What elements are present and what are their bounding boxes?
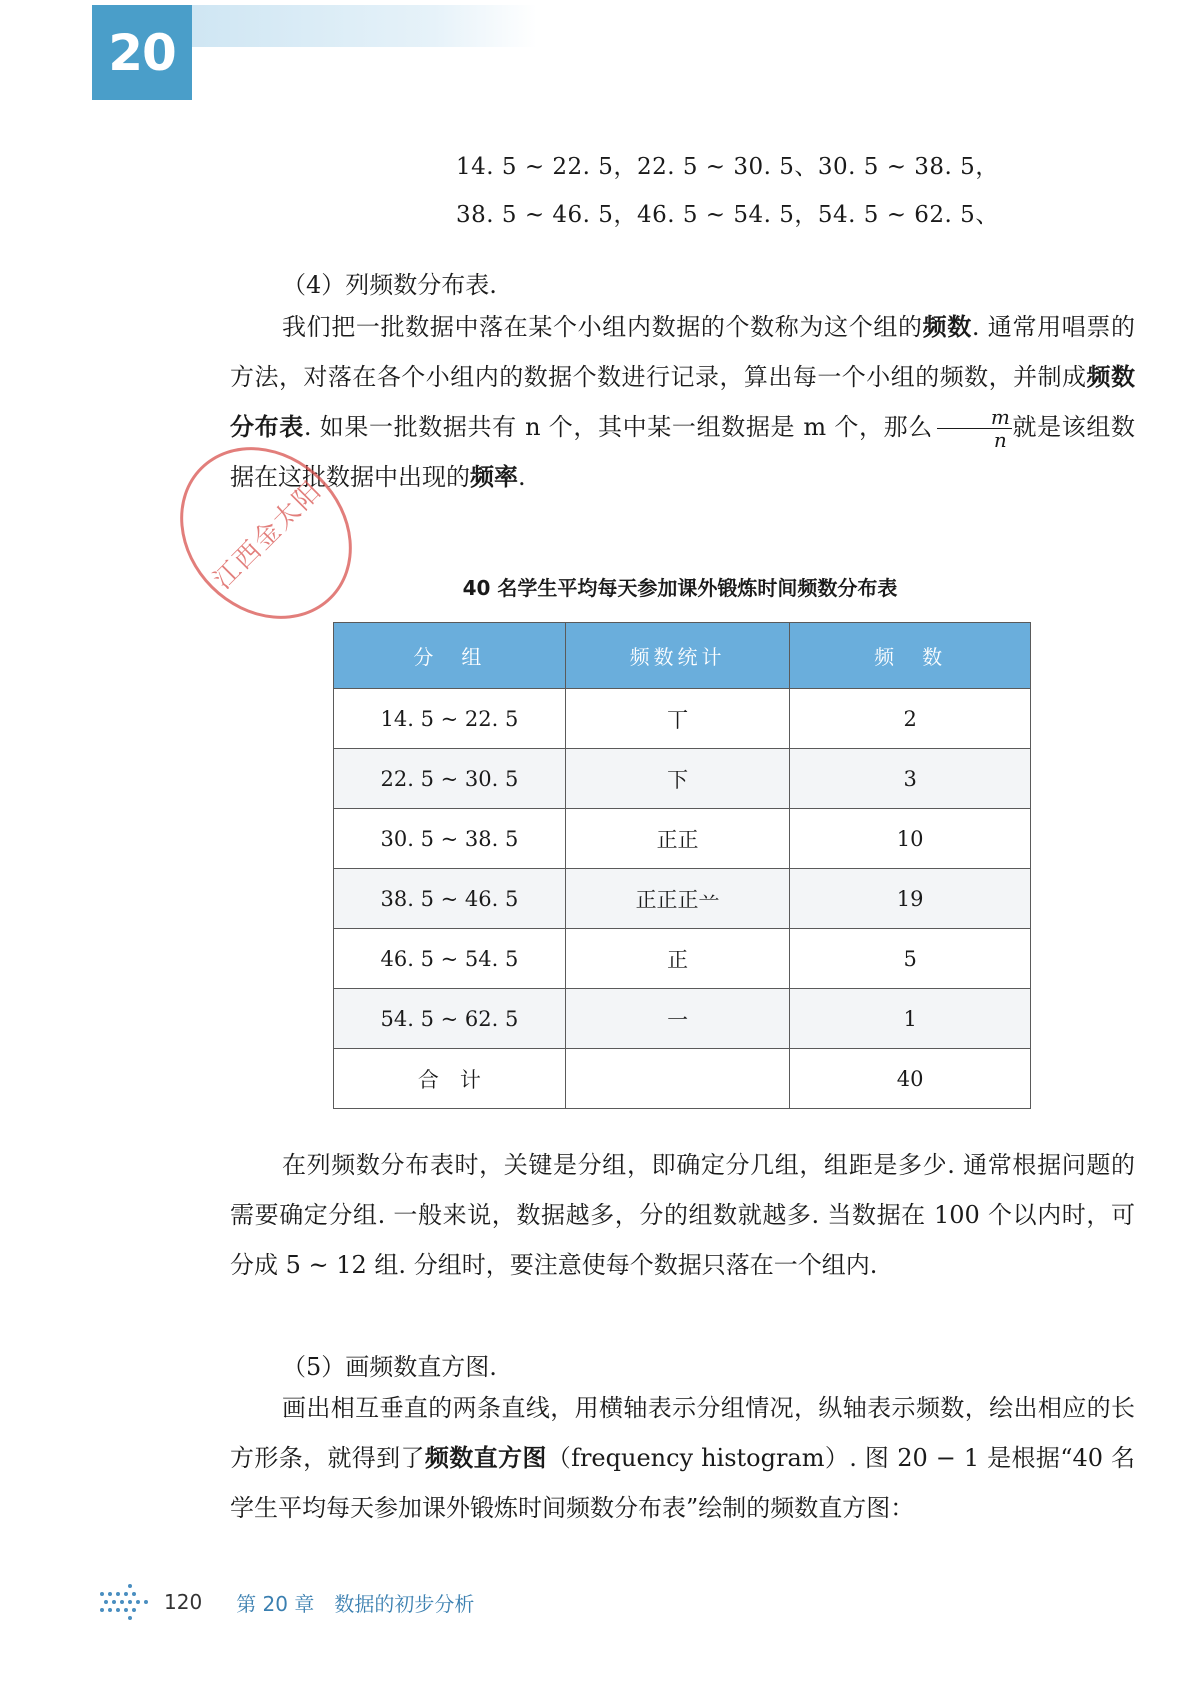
step4-text-e: . <box>518 463 526 491</box>
table-row <box>334 809 1031 869</box>
grouping-paragraph: 在列频数分布表时，关键是分组，即确定分几组，组距是多少. 通常根据问题的需要确定分组. 一般来说，数据越多，分的组数就越多. 当数据在 100 个以内时，可分成 5 ~ 12 组. 分组时，要注意使每个数据只落在一个组内. <box>230 1151 1135 1279</box>
cell-group: 22. 5 ~ 30. 5 <box>334 749 566 809</box>
table-row <box>334 749 1031 809</box>
frequency-table <box>333 622 1031 1109</box>
cell-tally: 丅 <box>565 689 790 749</box>
header-frequency: 频 数 <box>790 623 1031 689</box>
cell-total-value: 40 <box>790 1049 1031 1109</box>
cell-total-tally <box>565 1049 790 1109</box>
page-footer <box>100 1584 474 1620</box>
cell-tally: 正正 <box>565 809 790 869</box>
cell-group: 14. 5 ~ 22. 5 <box>334 689 566 749</box>
step4-text-c: . 如果一批数据共有 n 个，其中某一组数据是 m 个，那么 <box>303 413 933 441</box>
step4-paragraph <box>230 302 1135 502</box>
table-row <box>334 689 1031 749</box>
cell-frequency: 19 <box>790 869 1031 929</box>
step4-text-a: 我们把一批数据中落在某个小组内数据的个数称为这个组的 <box>282 313 923 341</box>
table-row <box>334 989 1031 1049</box>
chapter-badge: 20 <box>92 5 192 100</box>
cell-group: 30. 5 ~ 38. 5 <box>334 809 566 869</box>
cell-group: 54. 5 ~ 62. 5 <box>334 989 566 1049</box>
cell-tally: 一 <box>565 989 790 1049</box>
cell-frequency: 3 <box>790 749 1031 809</box>
table-row <box>334 869 1031 929</box>
dot-pattern-icon <box>100 1584 154 1620</box>
cell-frequency: 1 <box>790 989 1031 1049</box>
header-tally: 频数统计 <box>565 623 790 689</box>
table-title: 40 名学生平均每天参加课外锻炼时间频数分布表 <box>462 576 898 600</box>
table-total-row <box>334 1049 1031 1109</box>
chapter-badge-bar <box>192 5 537 47</box>
step5-text-a: 画出相互垂直的两条直线，用横轴表示分组情况，纵轴表示频数，绘出相应的长方形条，就得到了 <box>230 1394 1135 1472</box>
cell-frequency: 2 <box>790 689 1031 749</box>
step5-paragraph <box>230 1383 1135 1533</box>
cell-group: 46. 5 ~ 54. 5 <box>334 929 566 989</box>
page-number: 120 <box>164 1590 203 1614</box>
interval-line-1: 14. 5 ~ 22. 5，22. 5 ~ 30. 5、30. 5 ~ 38. 5， <box>456 154 999 180</box>
header-group: 分 组 <box>334 623 566 689</box>
term-histogram: 频数直方图 <box>424 1444 547 1472</box>
cell-group: 38. 5 ~ 46. 5 <box>334 869 566 929</box>
fraction-m-over-n <box>937 406 1012 451</box>
step5-text-b: （frequency histogram）. 图 20 − 1 是根据“40 名学生平均每天参加课外锻炼时间频数分布表”绘制的频数直方图： <box>230 1444 1136 1522</box>
step5-heading: （5）画频数直方图. <box>282 1353 497 1381</box>
term-frequency-table: 频数分布表 <box>230 363 1136 441</box>
seal-stamp: 江西金太阳 <box>145 412 387 654</box>
step4-text-b: . 通常用唱票的方法，对落在各个小组内的数据个数进行记录，算出每一个小组的频数，并制成 <box>230 313 1135 391</box>
chapter-title: 第 20 章 数据的初步分析 <box>236 1591 475 1616</box>
interval-line-2: 38. 5 ~ 46. 5，46. 5 ~ 54. 5，54. 5 ~ 62. 5、 <box>456 202 999 228</box>
cell-tally: 下 <box>565 749 790 809</box>
cell-tally: 正正正䒑 <box>565 869 790 929</box>
cell-total-label: 合 计 <box>334 1049 566 1109</box>
term-frequency-count: 频数 <box>922 313 972 341</box>
table-header-row <box>334 623 1031 689</box>
cell-tally: 正 <box>565 929 790 989</box>
fraction-denominator: n <box>993 428 1007 452</box>
cell-frequency: 5 <box>790 929 1031 989</box>
cell-frequency: 10 <box>790 809 1031 869</box>
step4-heading: （4）列频数分布表. <box>282 271 497 299</box>
term-frequency-rate: 频率 <box>470 463 518 491</box>
step4-text-d: 就是该组数据在这批数据中出现的 <box>230 413 1135 491</box>
table-row <box>334 929 1031 989</box>
fraction-numerator: m <box>937 406 1012 429</box>
